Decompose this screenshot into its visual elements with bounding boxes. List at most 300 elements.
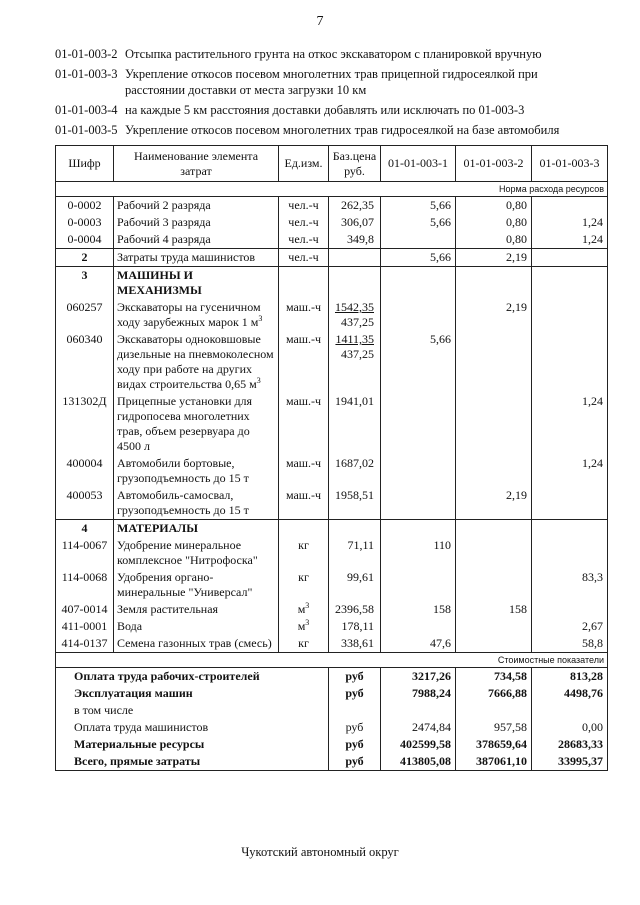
resource-price: [329, 487, 381, 520]
value-col-3-text: 58,8: [582, 636, 603, 650]
value-col-2-text: 0,80: [506, 215, 527, 229]
resource-price-text: 99,61: [347, 570, 374, 584]
section-title-text: МАШИНЫ И МЕХАНИЗМЫ: [117, 268, 202, 297]
summary-col-3: [532, 702, 608, 719]
summary-col-1: [381, 702, 456, 719]
resource-price-text: 2396,58: [335, 602, 374, 616]
resource-unit: [279, 635, 329, 653]
table-header-row: [56, 146, 608, 182]
resource-name: [114, 197, 279, 215]
table-row: [56, 299, 608, 331]
description-code: 01-01-003-5: [55, 123, 118, 137]
value-col-1: [381, 635, 456, 653]
value-col-3: [532, 635, 608, 653]
resource-unit-text: чел.-ч: [288, 215, 319, 229]
summary-label: [56, 753, 329, 771]
empty-cell: [532, 267, 608, 300]
empty-cell: [279, 267, 329, 300]
resource-unit-text: маш.-ч: [285, 488, 322, 502]
price-value: 1958,51: [335, 488, 374, 502]
resource-code-text: 0-0004: [67, 232, 102, 246]
summary-col-1-text: 2474,84: [412, 720, 451, 734]
summary-col-1: [381, 668, 456, 686]
summary-col-2: [456, 668, 532, 686]
resource-price: [329, 231, 381, 249]
summary-label-text: Эксплуатация машин: [74, 686, 193, 700]
summary-col-1-text: 413805,08: [400, 754, 451, 768]
resource-price: [329, 455, 381, 487]
summary-row: [56, 719, 608, 736]
resource-price: [329, 331, 381, 393]
resource-name-text: Удобрение минеральное комплексное "Нитрофоска": [117, 538, 258, 567]
value-col-2: [456, 231, 532, 249]
summary-label: [56, 685, 329, 702]
cost-label-text: Стоимостные показатели: [497, 655, 604, 665]
resource-price: [329, 299, 381, 331]
value-col-3-text: 1,24: [582, 232, 603, 246]
value-col-2: [456, 331, 532, 393]
summary-row: [56, 702, 608, 719]
resource-name-text: Прицепные установки для гидропосева многолетних трав, объем резервуара до 4500 л: [117, 394, 253, 453]
superscript: 3: [258, 314, 263, 323]
summary-label-text: Оплата труда рабочих-строителей: [74, 669, 260, 683]
resource-unit-text: кг: [298, 538, 309, 552]
value-col-1: [381, 487, 456, 520]
summary-col-2: [456, 753, 532, 771]
table-row: [56, 487, 608, 520]
resource-code-text: 0-0002: [67, 198, 102, 212]
resource-price: [329, 569, 381, 601]
value-col-3-text: 1,24: [582, 394, 603, 408]
table-row: [56, 601, 608, 618]
summary-label: [56, 668, 329, 686]
summary-unit: [329, 702, 381, 719]
resource-name: [114, 537, 279, 569]
value-col-3: [532, 601, 608, 618]
resource-price-text: 306,07: [341, 215, 374, 229]
resource-unit-text: чел.-ч: [288, 232, 319, 246]
value-col-3-text: 1,24: [582, 456, 603, 470]
summary-col-2-text: 387061,10: [476, 754, 527, 768]
resource-unit: [279, 393, 329, 455]
resource-code-text: 400004: [66, 456, 103, 470]
summary-row: [56, 753, 608, 771]
value-col-3: [532, 455, 608, 487]
value-col-2: [456, 601, 532, 618]
table-row: [56, 537, 608, 569]
description-item: [55, 122, 595, 138]
resource-price: [329, 618, 381, 635]
resource-price: [329, 197, 381, 215]
description-text: Укрепление откосов посевом многолетних трав прицепной гидросеялкой при расстоянии доставки от места загрузки 10 км: [125, 67, 538, 97]
empty-cell: [329, 267, 381, 300]
resource-name: [114, 487, 279, 520]
empty-cell: [456, 267, 532, 300]
value-col-1-text: 47,6: [430, 636, 451, 650]
resource-price-text: 349,8: [347, 232, 374, 246]
empty-cell: [381, 267, 456, 300]
value-col-1: [381, 299, 456, 331]
resource-unit: [279, 537, 329, 569]
resource-code: [56, 618, 114, 635]
summary-col-3-text: 33995,37: [558, 754, 603, 768]
resource-code: [56, 231, 114, 249]
value-col-3: [532, 393, 608, 455]
summary-col-3: [532, 753, 608, 771]
resource-unit: [279, 487, 329, 520]
summary-col-1-text: 7988,24: [412, 686, 451, 700]
value-col-2: [456, 249, 532, 267]
empty-cell: [381, 520, 456, 538]
value-col-1: [381, 618, 456, 635]
summary-col-2: [456, 702, 532, 719]
resource-name: [114, 299, 279, 331]
summary-unit: [329, 736, 381, 753]
summary-col-3-text: 28683,33: [558, 737, 603, 751]
resource-price: [329, 635, 381, 653]
summary-label-text: в том числе: [74, 703, 134, 717]
summary-col-2: [456, 736, 532, 753]
resource-name-text: Затраты труда машинистов: [117, 250, 256, 264]
description-code: 01-01-003-2: [55, 47, 118, 61]
section-number-text: 4: [81, 521, 88, 535]
value-col-2-text: 2,19: [506, 300, 527, 314]
resource-code-text: 411-0001: [61, 619, 108, 633]
description-item: [55, 46, 595, 62]
value-col-2-text: 2,19: [506, 250, 527, 264]
value-col-1: [381, 569, 456, 601]
summary-label-text: Материальные ресурсы: [74, 737, 205, 751]
value-col-3: [532, 331, 608, 393]
description-code: 01-01-003-4: [55, 103, 118, 117]
header-col-3: 01-01-003-3: [532, 146, 608, 182]
summary-unit-text: руб: [345, 686, 364, 700]
value-col-2: [456, 635, 532, 653]
header-col-1: 01-01-003-1: [381, 146, 456, 182]
table-row: [56, 618, 608, 635]
resource-code: [56, 214, 114, 231]
value-col-3-text: 1,24: [582, 215, 603, 229]
superscript: 3: [305, 601, 310, 610]
table-row: [56, 393, 608, 455]
resource-unit: [279, 249, 329, 267]
summary-label-text: Оплата труда машинистов: [74, 720, 209, 734]
resource-code-text: 0-0003: [67, 215, 102, 229]
summary-col-1-text: 402599,58: [400, 737, 451, 751]
resource-unit: [279, 299, 329, 331]
resource-name: [114, 455, 279, 487]
value-col-3: [532, 487, 608, 520]
resource-code: [56, 299, 114, 331]
value-col-2: [456, 569, 532, 601]
section-number-text: 3: [81, 268, 88, 282]
header-col-2: 01-01-003-2: [456, 146, 532, 182]
resource-price-text: 338,61: [341, 636, 374, 650]
summary-unit-text: руб: [345, 720, 364, 734]
table-body: [56, 182, 608, 771]
resource-unit: [279, 214, 329, 231]
resource-name-text: Рабочий 4 разряда: [117, 232, 211, 246]
resource-price-text: 262,35: [341, 198, 374, 212]
value-col-1-text: 158: [433, 602, 451, 616]
resource-unit-text: кг: [298, 570, 309, 584]
resource-name-text: Земля растительная: [117, 602, 219, 616]
summary-col-2-text: 378659,64: [476, 737, 527, 751]
resource-unit: [279, 231, 329, 249]
value-col-1: [381, 393, 456, 455]
summary-col-3: [532, 685, 608, 702]
section-title: [114, 267, 279, 300]
value-col-2-text: 2,19: [506, 488, 527, 502]
table-row: [56, 331, 608, 393]
resource-code: [56, 601, 114, 618]
resource-code: [56, 569, 114, 601]
resource-name-text: Экскаваторы одноковшовые дизельные на пневмоколесном ходу при работе на других видах строительства 0,65 м: [117, 332, 274, 391]
value-col-2-text: 158: [509, 602, 527, 616]
resource-unit: [279, 618, 329, 635]
description-text: Укрепление откосов посевом многолетних трав гидросеялкой на базе автомобиля: [125, 123, 560, 137]
summary-col-3: [532, 668, 608, 686]
footer-region: Чукотский автономный округ: [241, 845, 399, 859]
value-col-1: [381, 214, 456, 231]
resource-unit-text: маш.-ч: [285, 300, 322, 314]
value-col-2: [456, 197, 532, 215]
table-row: [56, 231, 608, 249]
summary-label: [56, 702, 329, 719]
value-col-1: [381, 331, 456, 393]
resource-price-text: 71,11: [347, 538, 374, 552]
resource-name: [114, 393, 279, 455]
cost-label: [56, 653, 608, 668]
summary-unit-text: руб: [345, 737, 364, 751]
resource-price: [329, 214, 381, 231]
norm-label: [56, 182, 608, 197]
section-title-text: МАТЕРИАЛЫ: [117, 521, 198, 535]
description-item: [55, 102, 595, 118]
summary-col-3-text: 0,00: [582, 720, 603, 734]
value-col-3: [532, 299, 608, 331]
value-col-3: [532, 249, 608, 267]
table-row: [56, 214, 608, 231]
section-number: [56, 267, 114, 300]
price-value: 1542,35: [335, 300, 374, 314]
table-row: [56, 455, 608, 487]
machinist-wage-value: 437,25: [341, 347, 374, 361]
resource-code: [56, 537, 114, 569]
resource-unit-text: чел.-ч: [288, 198, 319, 212]
resource-name-text: Автомобиль-самосвал, грузоподъемность до 15 т: [117, 488, 249, 517]
resource-code: [56, 455, 114, 487]
value-col-2: [456, 214, 532, 231]
summary-unit: [329, 719, 381, 736]
value-col-2: [456, 537, 532, 569]
value-col-2-text: 0,80: [506, 198, 527, 212]
summary-unit: [329, 753, 381, 771]
value-col-2: [456, 618, 532, 635]
resource-unit-text: маш.-ч: [285, 394, 322, 408]
resource-code-text: 400053: [66, 488, 103, 502]
resource-code-text: 114-0067: [61, 538, 108, 552]
resource-unit-text: м: [297, 619, 306, 633]
header-unit: Ед.изм.: [279, 146, 329, 182]
summary-col-3-text: 813,28: [570, 669, 603, 683]
resource-price: [329, 601, 381, 618]
summary-col-3-text: 4498,76: [564, 686, 603, 700]
value-col-1: [381, 601, 456, 618]
resource-unit: [279, 331, 329, 393]
resource-unit: [279, 601, 329, 618]
value-col-1: [381, 455, 456, 487]
resource-name: [114, 214, 279, 231]
resource-code-text: 060340: [66, 332, 103, 346]
header-code: Шифр: [56, 146, 114, 182]
resource-table: [55, 145, 608, 771]
resource-price: [329, 249, 381, 267]
resource-name-text: Рабочий 3 разряда: [117, 215, 211, 229]
resource-code-text: 2: [81, 250, 88, 264]
resource-unit-text: кг: [298, 636, 309, 650]
value-col-1: [381, 197, 456, 215]
price-value: 1411,35: [335, 332, 374, 346]
resource-name-text: Семена газонных трав (смесь): [117, 636, 272, 650]
machinist-wage-value: 437,25: [341, 315, 374, 329]
descriptions-list: [55, 46, 595, 142]
resource-price: [329, 537, 381, 569]
resource-code: [56, 249, 114, 267]
empty-cell: [329, 520, 381, 538]
resource-code-text: 407-0014: [61, 602, 108, 616]
summary-col-2-text: 7666,88: [488, 686, 527, 700]
summary-col-2-text: 957,58: [494, 720, 527, 734]
resource-unit-text: м: [297, 602, 306, 616]
resource-name: [114, 569, 279, 601]
value-col-3: [532, 197, 608, 215]
summary-col-1: [381, 719, 456, 736]
resource-name: [114, 601, 279, 618]
summary-label-text: Всего, прямые затраты: [74, 754, 201, 768]
summary-unit: [329, 668, 381, 686]
resource-code-text: 131302Д: [62, 394, 107, 408]
value-col-3: [532, 618, 608, 635]
summary-label: [56, 736, 329, 753]
summary-col-2: [456, 719, 532, 736]
cost-label-row: [56, 653, 608, 668]
value-col-2: [456, 299, 532, 331]
description-code: 01-01-003-3: [55, 67, 118, 81]
resource-name-text: Рабочий 2 разряда: [117, 198, 211, 212]
resource-name-text: Вода: [117, 619, 143, 633]
resource-code: [56, 635, 114, 653]
resource-code-text: 414-0137: [61, 636, 108, 650]
resource-name: [114, 618, 279, 635]
superscript: 3: [305, 618, 310, 627]
header-price: Баз.цена руб.: [329, 146, 381, 182]
value-col-3-text: 83,3: [582, 570, 603, 584]
page-number: 7: [316, 14, 324, 29]
summary-col-1: [381, 753, 456, 771]
resource-price-text: 178,11: [341, 619, 374, 633]
summary-col-3: [532, 736, 608, 753]
resource-unit: [279, 455, 329, 487]
value-col-2: [456, 487, 532, 520]
resource-name-text: Удобрения органо-минеральные "Универсал": [117, 570, 253, 599]
summary-unit-text: руб: [345, 754, 364, 768]
summary-unit-text: руб: [345, 669, 364, 683]
summary-unit: [329, 685, 381, 702]
resource-name-text: Автомобили бортовые, грузоподъемность до 15 т: [117, 456, 249, 485]
summary-row: [56, 685, 608, 702]
value-col-1-text: 5,66: [430, 250, 451, 264]
summary-col-3: [532, 719, 608, 736]
section-title: [114, 520, 279, 538]
table-row: [56, 197, 608, 215]
value-col-3: [532, 231, 608, 249]
norm-label-text: Норма расхода ресурсов: [499, 184, 604, 194]
resource-unit-text: чел.-ч: [288, 250, 319, 264]
value-col-1-text: 110: [433, 538, 451, 552]
resource-name-text: Экскаваторы на гусеничном ходу зарубежных марок 1 м: [117, 300, 261, 329]
resource-name: [114, 331, 279, 393]
price-value: 1941,01: [335, 394, 374, 408]
summary-row: [56, 668, 608, 686]
value-col-1: [381, 537, 456, 569]
header-name: Наименование элемента затрат: [114, 146, 279, 182]
value-col-1: [381, 249, 456, 267]
summary-col-1: [381, 736, 456, 753]
value-col-3: [532, 569, 608, 601]
table-row: [56, 569, 608, 601]
value-col-1: [381, 231, 456, 249]
resource-code: [56, 197, 114, 215]
resource-name: [114, 635, 279, 653]
value-col-2: [456, 455, 532, 487]
value-col-3: [532, 537, 608, 569]
summary-col-1: [381, 685, 456, 702]
resource-unit: [279, 197, 329, 215]
summary-label: [56, 719, 329, 736]
value-col-2-text: 0,80: [506, 232, 527, 246]
empty-cell: [532, 520, 608, 538]
description-text: Отсыпка растительного грунта на откос экскаватором с планировкой вручную: [125, 47, 542, 61]
resource-code: [56, 331, 114, 393]
summary-col-1-text: 3217,26: [412, 669, 451, 683]
resource-unit-text: маш.-ч: [285, 332, 322, 346]
empty-cell: [279, 520, 329, 538]
summary-row: [56, 736, 608, 753]
section-number: [56, 520, 114, 538]
section-header-materials: [56, 520, 608, 538]
norm-label-row: [56, 182, 608, 197]
value-col-3-text: 2,67: [582, 619, 603, 633]
summary-col-2-text: 734,58: [494, 669, 527, 683]
resource-code: [56, 393, 114, 455]
resource-unit: [279, 569, 329, 601]
resource-code-text: 114-0068: [61, 570, 108, 584]
value-col-1-text: 5,66: [430, 198, 451, 212]
price-value: 1687,02: [335, 456, 374, 470]
resource-name: [114, 249, 279, 267]
value-col-2: [456, 393, 532, 455]
section-header-machines: [56, 267, 608, 300]
description-item: [55, 66, 595, 98]
value-col-3: [532, 214, 608, 231]
resource-code-text: 060257: [66, 300, 103, 314]
value-col-1-text: 5,66: [430, 332, 451, 346]
superscript: 3: [256, 376, 261, 385]
table-row: [56, 635, 608, 653]
resource-name: [114, 231, 279, 249]
summary-col-2: [456, 685, 532, 702]
